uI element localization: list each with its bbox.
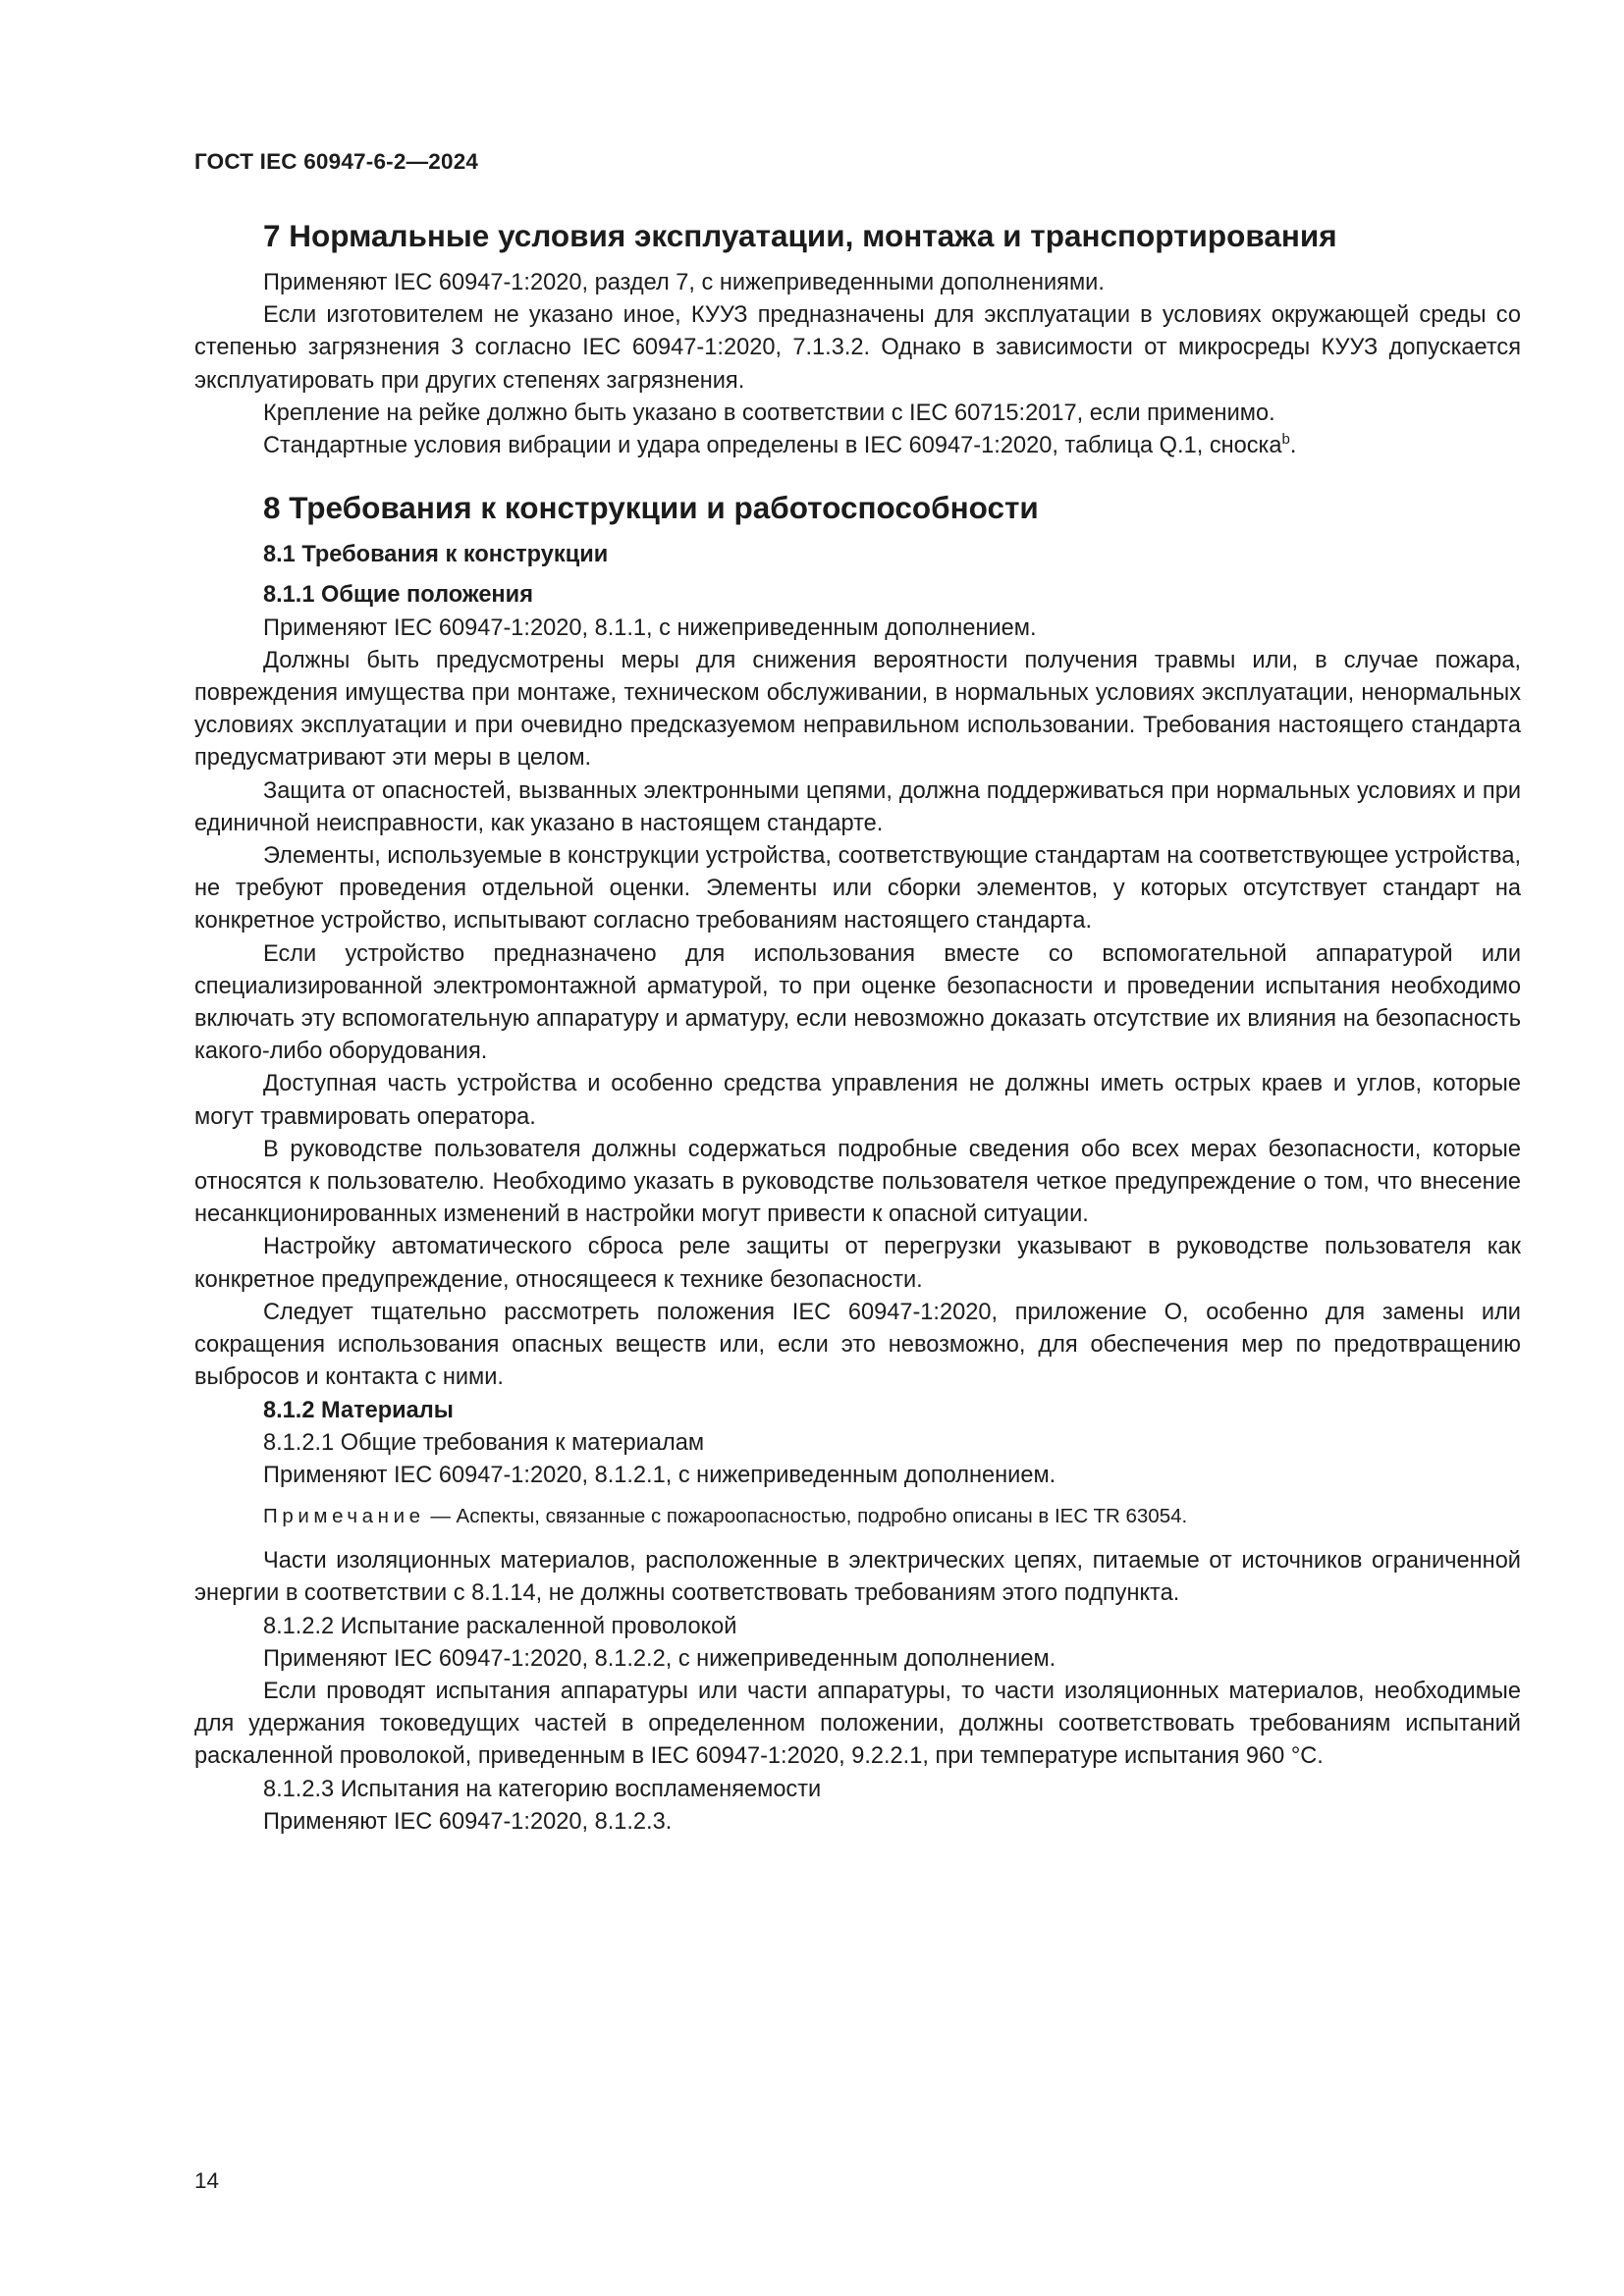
page-number: 14 xyxy=(194,2168,220,2193)
page-body xyxy=(194,216,1521,1839)
subsection-8-1-2-title: 8.1.2 Материалы xyxy=(263,1397,454,1423)
paragraph: Доступная часть устройства и особенно средства управления не должны иметь острых краев и углов, которые могут травмировать оператора. xyxy=(194,1071,1521,1130)
paragraph: Элементы, используемые в конструкции устройства, соответствующие стандартам на соответствующее устройства, не требуют проведения отдельной оценки. Элементы или сборки элементов, у которых отсутствует стандарт на конкретное устройство, испытывают согласно требованиям настоящего стандарта. xyxy=(194,843,1521,934)
subsection-8-1-title: 8.1 Требования к конструкции xyxy=(263,542,609,568)
paragraph: Применяют IEC 60947-1:2020, 8.1.1, с нижеприведенным дополнением. xyxy=(263,614,1037,641)
paragraph: Если устройство предназначено для использования вместе со вспомогательной аппаратурой или специализированной электромонтажной арматурой, то при оценке безопасности и проведении испытания необходимо включать эту вспомогательную аппаратуру и арматуру, если невозможно доказать отсутствие их влияния на безопасность какого-либо оборудования. xyxy=(194,940,1521,1065)
paragraph: Следует тщательно рассмотреть положения IEC 60947-1:2020, приложение О, особенно для замены или сокращения использования опасных веществ или, если это невозможно, для обеспечения мер по предотвращению выбросов и контакта с ними. xyxy=(194,1299,1521,1391)
paragraph: Применяют IEC 60947-1:2020, 8.1.2.1, с нижеприведенным дополнением. xyxy=(263,1462,1056,1488)
paragraph: Должны быть предусмотрены меры для снижения вероятности получения травмы или, в случае пожара, повреждения имущества при монтаже, техническом обслуживании, в нормальных условиях эксплуатации, ненормальных условиях эксплуатации и при очевидно предсказуемом неправильном использовании. Требования настоящего стандарта предусматривают эти меры в целом. xyxy=(194,647,1521,772)
paragraph: Крепление на рейке должно быть указано в соответствии с IEC 60715:2017, если применимо. xyxy=(263,400,1275,426)
paragraph: Применяют IEC 60947-1:2020, 8.1.2.2, с нижеприведенным дополнением. xyxy=(263,1645,1056,1672)
paragraph: Части изоляционных материалов, расположенные в электрических цепях, питаемые от источников ограниченной энергии в соответствии с 8.1.14, не должны соответствовать требованиям этого подпункта. xyxy=(194,1548,1521,1607)
paragraph: Применяют IEC 60947-1:2020, 8.1.2.3. xyxy=(263,1808,673,1835)
section-8-title: 8 Требования к конструкции и работоспособности xyxy=(263,490,1039,526)
note-text: — Аспекты, связанные с пожароопасностью, подробно описаны в IEC TR 63054. xyxy=(424,1505,1188,1528)
document-header: ГОСТ IEC 60947-6-2—2024 xyxy=(194,149,479,174)
paragraph-end: . xyxy=(1289,433,1297,459)
subsection-8-1-2-2-title: 8.1.2.2 Испытание раскаленной проволокой xyxy=(263,1613,737,1639)
footnote-marker: b xyxy=(1281,431,1290,449)
note xyxy=(194,1502,1521,1531)
note-label: Примечание xyxy=(263,1505,425,1528)
subsection-8-1-2-3-title: 8.1.2.3 Испытания на категорию воспламеняемости xyxy=(263,1776,822,1802)
paragraph: Защита от опасностей, вызванных электронными цепями, должна поддерживаться при нормальных условиях и при единичной неисправности, как указано в настоящем стандарте. xyxy=(194,777,1521,836)
paragraph: Настройку автоматического сброса реле защиты от перегрузки указывают в руководстве пользователя как конкретное предупреждение, относящееся к технике безопасности. xyxy=(194,1234,1521,1293)
section-7-title: 7 Нормальные условия эксплуатации, монтажа и транспортирования xyxy=(263,218,1337,253)
subsection-8-1-1-title: 8.1.1 Общие положения xyxy=(263,582,533,609)
paragraph-text: Стандартные условия вибрации и удара определены в IEC 60947-1:2020, таблица Q.1, сноска xyxy=(263,433,1282,459)
paragraph: Если изготовителем не указано иное, КУУЗ предназначены для эксплуатации в условиях окружающей среды со степенью загрязнения 3 согласно IEC 60947-1:2020, 7.1.3.2. Однако в зависимости от микросреды КУУЗ допускается эксплуатировать при других степенях загрязнения. xyxy=(194,302,1521,394)
paragraph: В руководстве пользователя должны содержаться подробные сведения обо всех мерах безопасности, которые относятся к пользователю. Необходимо указать в руководстве пользователя четкое предупреждение о том, что внесение несанкционированных изменений в настройки могут привести к опасной ситуации. xyxy=(194,1136,1521,1228)
paragraph: Применяют IEC 60947-1:2020, раздел 7, с нижеприведенными дополнениями. xyxy=(263,270,1105,295)
paragraph xyxy=(194,430,1521,462)
paragraph: Если проводят испытания аппаратуры или части аппаратуры, то части изоляционных материалов, необходимые для удержания токоведущих частей в определенном положении, должны соответствовать требованиям испытаний раскаленной проволокой, приведенным в IEC 60947-1:2020, 9.2.2.1, при температуре испытания 960 °С. xyxy=(194,1678,1521,1770)
subsection-8-1-2-1-title: 8.1.2.1 Общие требования к материалам xyxy=(263,1429,705,1456)
